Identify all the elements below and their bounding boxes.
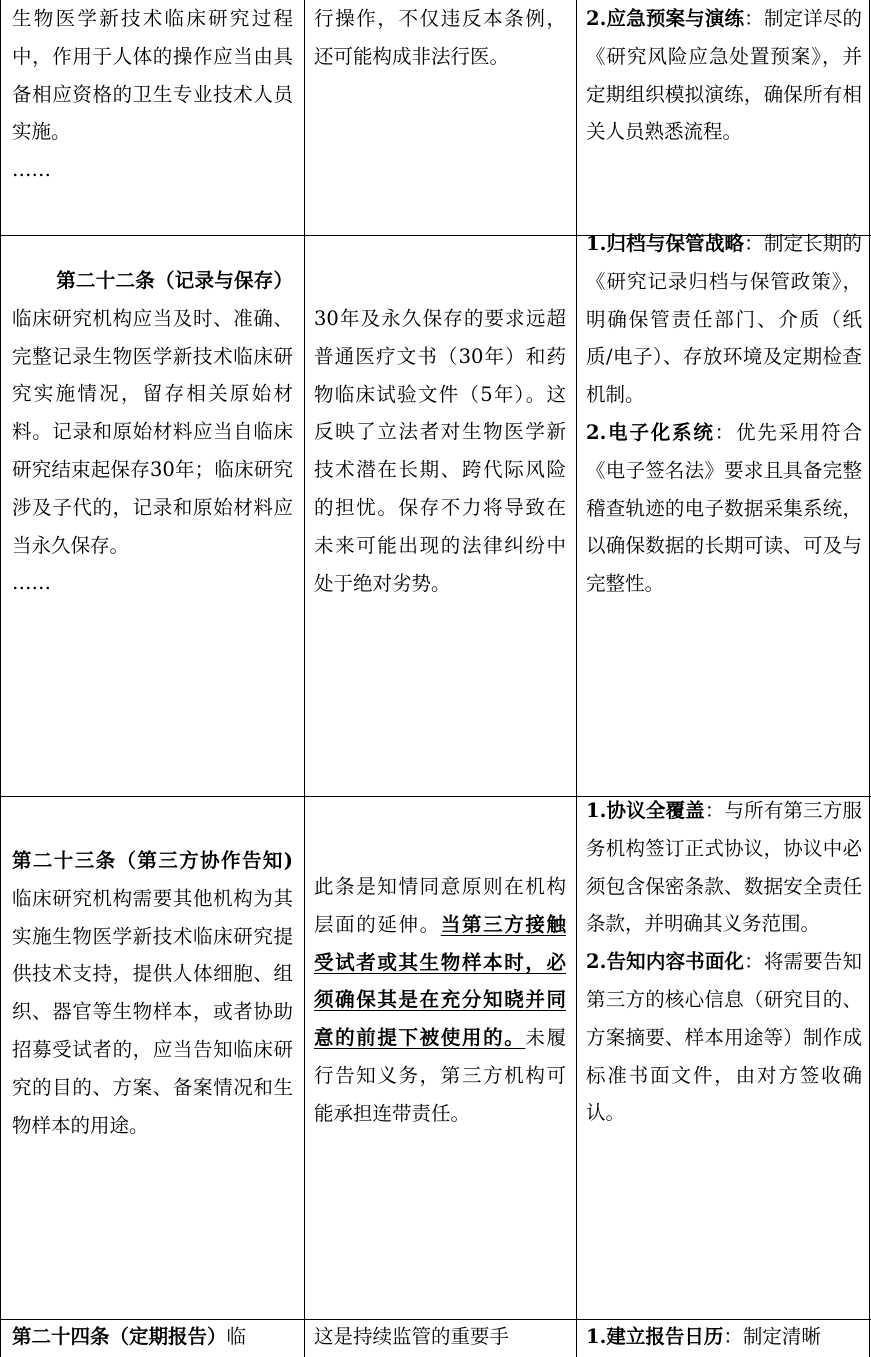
column-divider xyxy=(304,0,305,1357)
row3-analysis-post: 未履行告知义务，第三方机构可能承担连带责任。 xyxy=(314,1026,566,1125)
row4-article-body: 临 xyxy=(226,1325,247,1348)
row3-article-title: 第二十三条（第三方协作告知) xyxy=(12,849,293,872)
row1-analysis-cell xyxy=(314,0,566,76)
row2-measures-cell xyxy=(586,225,862,603)
row4-item1-title: 1.建立报告日历 xyxy=(586,1325,724,1348)
row4-analysis-cell xyxy=(314,1318,566,1356)
row4-item1-body: ：制定清晰 xyxy=(723,1325,821,1348)
row2-item2-title: 2.电子化系统 xyxy=(586,420,715,444)
table-border-right xyxy=(869,0,870,1357)
row1-item2-title: 2.应急预案与演练 xyxy=(586,7,745,30)
row2-item2-body: ：优先采用符合《电子签名法》要求且具备完整稽查轨迹的电子数据采集系统，以确保数据的长期可读、可及与完整性。 xyxy=(586,420,862,596)
row4-article-title: 第二十四条（定期报告） xyxy=(12,1325,227,1348)
row2-article-cell xyxy=(12,262,293,602)
row3-item2-body: ：将需要告知第三方的核心信息（研究目的、方案摘要、样本用途等）制作成标准书面文件，由对方签收确认。 xyxy=(586,950,862,1125)
row4-analysis-text: 这是持续监管的重要手 xyxy=(314,1325,510,1348)
row3-item2-title: 2.告知内容书面化 xyxy=(586,950,745,974)
row3-article-body: 临床研究机构需要其他机构为其实施生物医学新技术临床研究提供技术支持，提供人体细胞、组织、器官等生物样本，或者协助招募受试者的，应当告知临床研究的目的、方案、备案情况和生物样本的用途。 xyxy=(12,886,293,1137)
row2-article-title: 第二十二条（记录与保存） xyxy=(56,269,293,292)
row2-analysis-text: 30年及永久保存的要求远超普通医疗文书（30年）和药物临床试验文件（5年）。这反映了立法者对生物医学新技术潜在长期、跨代际风险的担忧。保存不力将导致在未来可能出现的法律纠纷中处于绝对劣势。 xyxy=(314,307,566,595)
row3-article-cell xyxy=(12,842,293,1144)
row3-analysis-emphasis: 当第三方接触受试者或其生物样本时，必须确保其是在充分知晓并同意的前提下被使用的。 xyxy=(314,912,566,1050)
row1-ellipsis: …… xyxy=(12,158,51,182)
row1-measures-cell xyxy=(586,0,862,151)
row3-measures-cell xyxy=(586,792,862,1132)
row1-item2-body: ：制定详尽的《研究风险应急处置预案》，并定期组织模拟演练，确保所有相关人员熟悉流程。 xyxy=(586,7,862,144)
row2-analysis-cell xyxy=(314,300,566,602)
row1-analysis-text: 行操作，不仅违反本条例，还可能构成非法行医。 xyxy=(314,7,566,68)
table-border-left xyxy=(0,0,1,1357)
row1-article-text: 生物医学新技术临床研究过程中，作用于人体的操作应当由具备相应资格的卫生专业技术人员实施。 xyxy=(12,7,293,144)
row2-ellipsis: …… xyxy=(12,571,51,595)
row2-article-body: 临床研究机构应当及时、准确、完整记录生物医学新技术临床研究实施情况，留存相关原始材料。记录和原始材料应当自临床研究结束起保存30年；临床研究涉及子代的，记录和原始材料应当永久保存。 xyxy=(12,306,293,557)
row3-analysis-cell xyxy=(314,868,566,1133)
row1-article-cell xyxy=(12,0,293,189)
row4-article-cell xyxy=(12,1318,293,1356)
row2-item1-body: ：制定长期的《研究记录归档与保管政策》，明确保管责任部门、介质（纸质/电子）、存放环境及定期检查机制。 xyxy=(586,232,862,407)
row4-measures-cell xyxy=(586,1318,862,1356)
row2-item1-title: 1.归档与保管战略 xyxy=(586,232,745,255)
row3-analysis-pre: 此条是知情同意原则在机构层面的延伸。 xyxy=(314,875,566,936)
column-divider xyxy=(576,0,577,1357)
row3-item1-title: 1.协议全覆盖 xyxy=(586,799,705,822)
row3-item1-body: ：与所有第三方服务机构签订正式协议，协议中必须包含保密条款、数据安全责任条款，并明确其义务范围。 xyxy=(586,799,862,936)
